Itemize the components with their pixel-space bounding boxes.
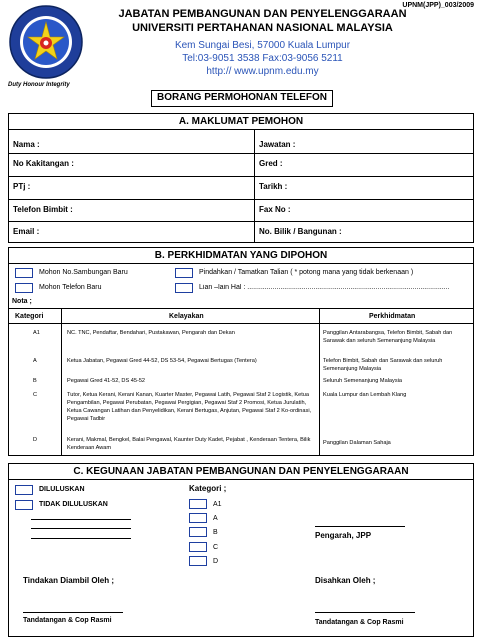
checkbox-lain-lain[interactable] [175,283,193,293]
table-header-divider [9,323,473,324]
university-logo-icon [6,4,86,80]
nota-label: Nota ; [12,298,32,305]
university-name: UNIVERSITI PERTAHANAN NASIONAL MALAYSIA [132,22,393,34]
kategori-option-a: A [213,515,218,522]
kategori-option-b: B [213,529,218,536]
row-a1-kategori: A1 [33,330,40,336]
row-divider [9,153,473,154]
checkbox-kategori-c[interactable] [189,542,207,552]
checkbox-telefon-baru[interactable] [15,283,33,293]
table-column-divider [319,309,320,455]
row-b-kelayakan: Pegawai Gred 41-52, DS 45-52 [67,378,146,384]
label-disahkan-oleh: Disahkan Oleh ; [315,576,376,585]
row-divider [9,221,473,222]
checkbox-kategori-b[interactable] [189,527,207,537]
tindakan-signature-line[interactable] [23,612,123,613]
gred-field[interactable]: Gred : [259,159,283,168]
pengarah-signature-line[interactable] [315,526,405,527]
section-c-department-use [8,463,474,637]
checkbox-kategori-d[interactable] [189,556,207,566]
label-tidak-diluluskan: TIDAK DILULUSKAN [39,501,108,508]
row-c-kategori: C [33,392,38,398]
option-pindahkan-tamatkan: Pindahkan / Tamatkan Talian ( * potong mana yang tidak berkenaan ) [199,269,414,276]
checkbox-kategori-a[interactable] [189,513,207,523]
label-tandatangan-right: Tandatangan & Cop Rasmi [315,619,404,626]
row-a1-perkhidmatan: Panggilan Antarabangsa, Telefon Bimbit, Sabah dan Sarawak dan seluruh Semenanjung Malaysia [323,330,453,344]
checkbox-kategori-a1[interactable] [189,499,207,509]
row-c-perkhidmatan: Kuala Lumpur dan Lembah Klang [323,392,407,398]
address-text: Kem Sungai Besi, 57000 Kuala Lumpur [174,40,351,51]
row-a-kategori: A [33,358,37,364]
website-link[interactable]: http:// www.upnm.edu.my [206,66,319,77]
category-table [9,308,473,455]
label-diluluskan: DILULUSKAN [39,486,85,493]
table-column-divider [61,309,62,455]
checkbox-diluluskan[interactable] [15,485,33,495]
row-a-kelayakan: Ketua Jabatan, Pegawai Gred 44-52, DS 53-54, Pegawai Bertugas (Tentera) [67,358,257,364]
row-b-kategori: B [33,378,37,384]
section-c-title: C. KEGUNAAN JABATAN PEMBANGUNAN DAN PENYELENGGARAAN [9,464,473,480]
row-divider [9,199,473,200]
label-tindakan-diambil-oleh: Tindakan Diambil Oleh ; [23,576,114,585]
nama-field[interactable]: Nama : [13,140,40,149]
fax-no-field[interactable]: Fax No : [259,205,291,214]
no-bilik-bangunan-field[interactable]: No. Bilik / Bangunan : [259,227,342,236]
option-mohon-sambungan-baru: Mohon No.Sambungan Baru [39,269,128,276]
section-a-applicant-info [8,113,474,243]
row-d-kelayakan: Kerani, Makmal, Bengkel, Balai Pengawal, Kaunter Duty Kadet, Pejabat , Kenderaan Tentera, Bilik Kenderaan Awam [67,437,311,451]
tarikh-field[interactable]: Tarikh : [259,182,288,191]
email-field[interactable]: Email : [13,227,40,236]
header-perkhidmatan: Perkhidmatan [369,313,416,320]
row-a-perkhidmatan: Telefon Bimbit, Sabah dan Sarawak dan seluruh Semenanjung Malaysia [323,358,443,372]
no-kakitangan-field[interactable]: No Kakitangan : [13,159,74,168]
form-title: BORANG PERMOHONAN TELEFON [151,90,333,107]
contact-phone-fax: Tel:03-9051 3538 Fax:03-9056 5211 [182,53,343,64]
section-b-services-requested [8,247,474,456]
row-c-kelayakan: Tutor, Ketua Kerani, Kerani Kanan, Kuarter Master, Pegawai Latih, Pegawai Staf 2 Logistik, Ketua Pengambilan, Pegawai Perubatan, Pegawai Pergigian, Pegawai Staf 2 Promosi, Ketua Jurulatih, Ketua Cawangan Latihan dan Penyelidikan, Kerani Bertugas, Anjutan, Pegawai Staf 2 Ko-ordinasi, Pegawai Tadbir [67,392,312,422]
kategori-option-d: D [213,558,219,565]
reference-code: UPNM(JPP)_003/2009 [402,2,474,9]
header-kelayakan: Kelayakan [169,313,204,320]
label-tandatangan-left: Tandatangan & Cop Rasmi [23,617,112,624]
header-kategori: Kategori [15,313,44,320]
ptj-field[interactable]: PTj : [13,182,31,191]
section-b-title: B. PERKHIDMATAN YANG DIPOHON [9,248,473,264]
disahkan-signature-line[interactable] [315,612,415,613]
department-name: JABATAN PEMBANGUNAN DAN PENYELENGGARAAN [118,8,407,20]
option-mohon-telefon-baru: Mohon Telefon Baru [39,284,102,291]
signature-line[interactable] [31,519,131,520]
kategori-option-a1: A1 [213,501,222,508]
row-d-perkhidmatan: Panggilan Dalaman Sahaja [323,440,391,446]
telefon-bimbit-field[interactable]: Telefon Bimbit : [13,205,73,214]
section-a-title: A. MAKLUMAT PEMOHON [9,114,473,130]
option-lain-lain-hal[interactable]: Lian –lain Hal : ........................................................................................................ [199,284,450,291]
checkbox-pindahkan-tamatkan[interactable] [175,268,193,278]
signature-line[interactable] [31,528,131,529]
column-divider [254,130,255,242]
jawatan-field[interactable]: Jawatan : [259,140,296,149]
row-divider [9,176,473,177]
motto-text: Duty Honour Integrity [8,82,70,88]
signature-line[interactable] [31,538,131,539]
checkbox-sambungan-baru[interactable] [15,268,33,278]
kategori-option-c: C [213,544,219,551]
checkbox-tidak-diluluskan[interactable] [15,500,33,510]
row-a1-kelayakan: NC. TNC, Pendaftar, Bendahari, Pustakawan, Pengarah dan Dekan [67,330,235,336]
row-d-kategori: D [33,437,38,443]
row-b-perkhidmatan: Seluruh Semenanjung Malaysia [323,378,402,384]
label-kategori: Kategori ; [189,484,227,493]
label-pengarah-jpp: Pengarah, JPP [315,531,372,540]
